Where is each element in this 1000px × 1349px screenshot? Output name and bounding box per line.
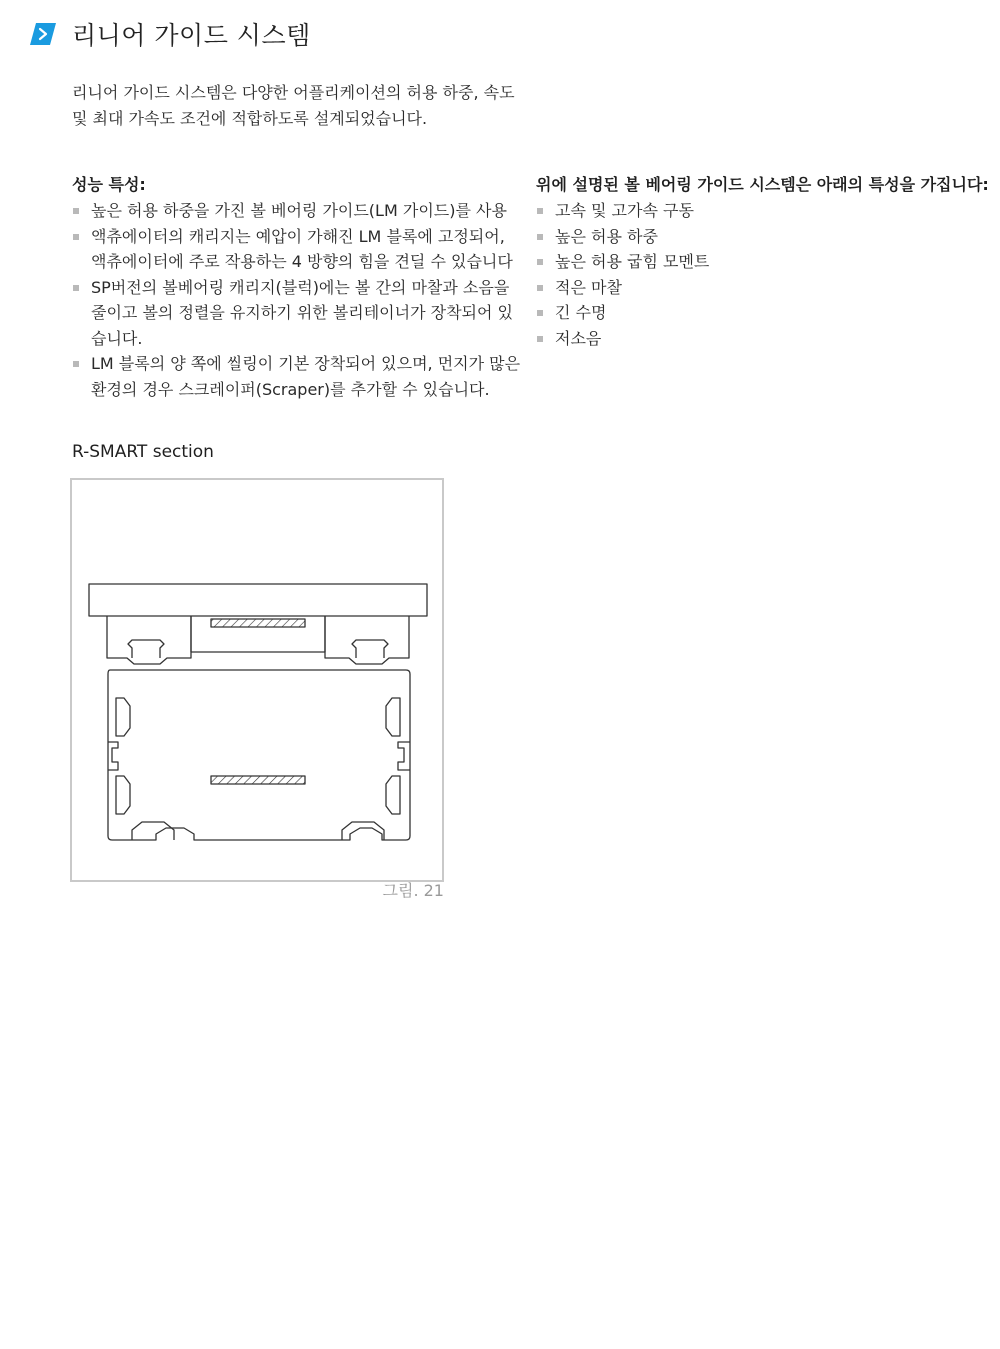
t-slot-bottom-left [132, 822, 174, 840]
list-item [536, 198, 996, 224]
performance-heading: 성능 특성: [72, 175, 146, 194]
characteristics-heading: 위에 설명된 볼 베어링 가이드 시스템은 아래의 특성을 가집니다: [536, 175, 989, 194]
page-title: 리니어 가이드 시스템 [72, 21, 311, 50]
characteristics-list [536, 198, 996, 351]
bullet-icon [73, 285, 79, 291]
side-slot-right-lower [386, 776, 400, 814]
list-item-text: 저소음 [555, 328, 602, 348]
side-slot-left-upper [116, 698, 130, 736]
intro-paragraph: 리니어 가이드 시스템은 다양한 어플리케이션의 허용 하중, 속도 및 최대 가속도 조건에 적합하도록 설계되었습니다. [72, 83, 515, 128]
cross-section-drawing [72, 480, 442, 880]
list-item-text: 높은 허용 하중 [555, 226, 658, 246]
list-item [536, 300, 996, 326]
figure-caption: 그림. 21 [382, 881, 444, 900]
bullet-icon [537, 310, 543, 316]
aluminium-profile [108, 670, 410, 840]
side-slot-left-mid [108, 742, 118, 770]
list-item-text: 높은 허용 하중을 가진 볼 베어링 가이드(LM 가이드)를 사용 [91, 201, 507, 220]
list-item [72, 351, 522, 402]
list-item [72, 275, 522, 352]
list-item [536, 249, 996, 275]
side-slot-left-lower [116, 776, 130, 814]
list-item-text: SP버전의 볼베어링 캐리지(블럭)에는 볼 간의 마찰과 소음을 줄이고 볼의 정렬을 유지하기 위한 볼리테이너가 장착되어 있습니다. [91, 277, 514, 348]
side-slot-right-upper [386, 698, 400, 736]
bullet-icon [73, 234, 79, 240]
list-item-text: 액츄에이터의 캐리지는 예압이 가해진 LM 블록에 고정되어, 액츄에이터에 주로 작용하는 4 방향의 힘을 견딜 수 있습니다 [91, 226, 513, 271]
cross-section-figure [70, 478, 444, 882]
bullet-icon [537, 336, 543, 342]
carriage-plate [89, 584, 427, 616]
chevron-right-icon [30, 23, 56, 45]
bullet-icon [537, 285, 543, 291]
performance-section [72, 172, 522, 402]
list-item [536, 326, 996, 352]
list-item-text: 적은 마찰 [555, 277, 622, 297]
bullet-icon [537, 259, 543, 265]
bullet-icon [73, 361, 79, 367]
list-item-text: LM 블록의 양 쪽에 씰링이 기본 장착되어 있으며, 먼지가 많은 환경의 경우 스크레이퍼(Scraper)를 추가할 수 있습니다. [91, 354, 521, 399]
list-item [536, 275, 996, 301]
list-item [72, 224, 522, 275]
figure-label: R-SMART section [72, 442, 214, 462]
list-item [536, 224, 996, 250]
bullet-icon [73, 208, 79, 214]
list-item-text: 긴 수명 [555, 303, 607, 322]
side-slot-right-mid [398, 742, 410, 770]
guide-rail-left [128, 640, 164, 658]
bullet-icon [537, 208, 543, 214]
page-header [30, 18, 311, 50]
list-item-text: 높은 허용 굽힘 모멘트 [555, 252, 710, 271]
belt-upper [211, 619, 305, 627]
belt-lower [211, 776, 305, 784]
characteristics-section [536, 172, 996, 351]
list-item [72, 198, 522, 224]
performance-list [72, 198, 522, 402]
guide-rail-right [352, 640, 388, 658]
bullet-icon [537, 234, 543, 240]
list-item-text: 고속 및 고가속 구동 [555, 201, 694, 220]
